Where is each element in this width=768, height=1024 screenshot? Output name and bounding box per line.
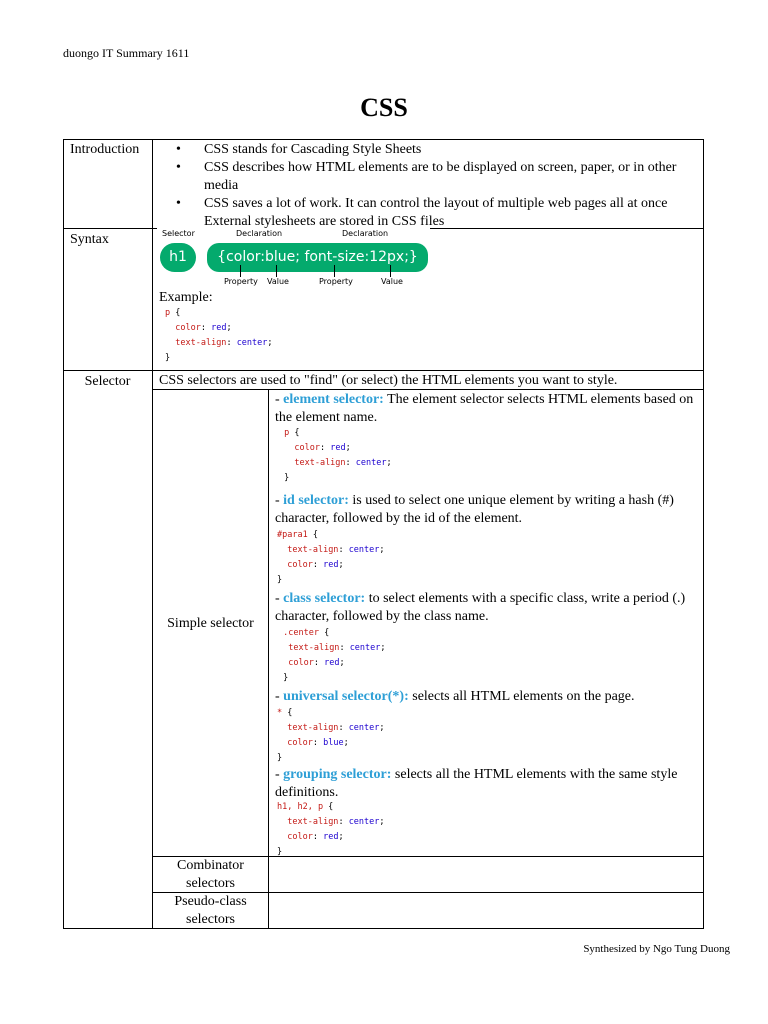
- pseudo-class-selectors-label: Pseudo-class selectors: [174, 894, 247, 927]
- code-block: p { color: red; text-align: center; }: [165, 308, 273, 363]
- intro-content: [176, 141, 700, 231]
- list-item: • CSS stands for Cascading Style Sheets: [176, 142, 422, 157]
- universal-selector-text: - universal selector(*): selects all HTML elements on the page.: [275, 689, 635, 704]
- selector-intro: CSS selectors are used to "find" (or select) the HTML elements you want to style.: [159, 373, 618, 388]
- value-caption: Value: [381, 277, 403, 286]
- selector-caption: Selector: [162, 229, 195, 238]
- intro-label: Introduction: [70, 142, 140, 157]
- declaration-box: {color:blue; font-size:12px;}: [207, 243, 428, 272]
- page-header: duongo IT Summary 1611: [63, 46, 190, 60]
- page-footer: Synthesized by Ngo Tung Duong: [583, 943, 730, 955]
- code-block: #para1 { text-align: center; color: red; }: [277, 530, 385, 585]
- id-selector-text: - id selector: is used to select one unique element by writing a hash (#) character, followed by the id of the element.: [275, 493, 674, 526]
- intro-extra: External stylesheets are stored in CSS files: [204, 214, 445, 229]
- code-block: h1, h2, p { text-align: center; color: red; }: [277, 802, 385, 857]
- code-block: p { color: red; text-align: center; }: [284, 428, 392, 483]
- declaration-caption: Declaration: [342, 229, 389, 238]
- value-caption: Value: [267, 277, 289, 286]
- class-selector-text: - class selector: to select elements with a specific class, write a period (.) character, followed by the class name.: [275, 591, 686, 624]
- element-selector-text: - element selector: The element selector selects HTML elements based on the element name.: [275, 392, 694, 425]
- code-block: .center { text-align: center; color: red; }: [283, 628, 386, 683]
- page-title: CSS: [360, 93, 408, 122]
- simple-selector-label: Simple selector: [167, 616, 254, 631]
- combinator-selectors-label: Combinator selectors: [177, 858, 244, 891]
- selector-box: h1: [160, 243, 196, 272]
- property-caption: Property: [224, 277, 258, 286]
- property-caption: Property: [319, 277, 353, 286]
- code-block: * { text-align: center; color: blue; }: [277, 708, 385, 763]
- list-item: • CSS saves a lot of work. It can control the layout of multiple web pages all at once: [176, 196, 668, 211]
- example-label: Example:: [159, 290, 213, 305]
- declaration-caption: Declaration: [236, 229, 283, 238]
- syntax-label: Syntax: [70, 232, 109, 247]
- selector-label: Selector: [84, 374, 131, 389]
- list-item: • CSS describes how HTML elements are to be displayed on screen, paper, or in other media: [176, 160, 677, 193]
- grouping-selector-text: - grouping selector: selects all the HTML elements with the same style definitions.: [275, 767, 678, 800]
